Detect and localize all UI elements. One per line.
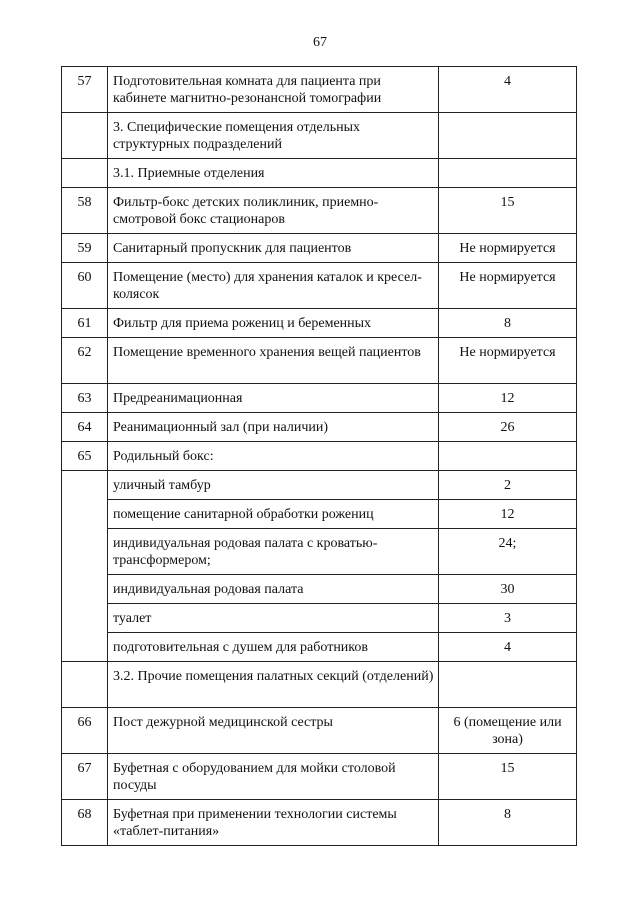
subsection-heading: 3.1. Приемные отделения — [108, 159, 439, 188]
table-row — [62, 500, 577, 529]
row-number — [62, 529, 108, 575]
area-value: 4 — [439, 633, 577, 662]
area-value: 8 — [439, 309, 577, 338]
area-value: 4 — [439, 67, 577, 113]
row-number: 61 — [62, 309, 108, 338]
table-row — [62, 263, 577, 309]
row-number — [62, 159, 108, 188]
room-name: Подготовительная комната для пациента при кабинете магнитно-резонансной томографии — [108, 67, 439, 113]
area-value: 8 — [439, 800, 577, 846]
area-value: 15 — [439, 188, 577, 234]
area-value — [439, 662, 577, 708]
row-number: 57 — [62, 67, 108, 113]
row-number — [62, 633, 108, 662]
row-number: 65 — [62, 442, 108, 471]
area-value: Не нормируется — [439, 263, 577, 309]
room-name: Помещение (место) для хранения каталок и кресел-колясок — [108, 263, 439, 309]
table-row — [62, 604, 577, 633]
subsection-heading: 3.2. Прочие помещения палатных секций (отделений) — [108, 662, 439, 708]
room-name: Родильный бокс: — [108, 442, 439, 471]
table-row — [62, 754, 577, 800]
area-value: Не нормируется — [439, 338, 577, 384]
room-name: Буфетная с оборудованием для мойки столовой посуды — [108, 754, 439, 800]
row-number — [62, 500, 108, 529]
row-number — [62, 471, 108, 500]
table-row — [62, 113, 577, 159]
room-name: Фильтр-бокс детских поликлиник, приемно-смотровой бокс стационаров — [108, 188, 439, 234]
area-value — [439, 442, 577, 471]
table-row — [62, 442, 577, 471]
row-number — [62, 604, 108, 633]
row-number — [62, 113, 108, 159]
room-name: Реанимационный зал (при наличии) — [108, 413, 439, 442]
table-row — [62, 309, 577, 338]
row-number: 64 — [62, 413, 108, 442]
table-row — [62, 662, 577, 708]
area-value: 3 — [439, 604, 577, 633]
area-value: 24; — [439, 529, 577, 575]
row-number: 66 — [62, 708, 108, 754]
table-row — [62, 633, 577, 662]
rooms-table — [61, 66, 577, 846]
area-value: 15 — [439, 754, 577, 800]
table-row — [62, 384, 577, 413]
row-number — [62, 662, 108, 708]
page-number: 67 — [313, 35, 327, 50]
area-value: 12 — [439, 500, 577, 529]
row-number: 67 — [62, 754, 108, 800]
table-row — [62, 575, 577, 604]
row-number: 59 — [62, 234, 108, 263]
room-name: Помещение временного хранения вещей пациентов — [108, 338, 439, 384]
room-name: индивидуальная родовая палата — [108, 575, 439, 604]
room-name: Фильтр для приема рожениц и беременных — [108, 309, 439, 338]
table-row — [62, 159, 577, 188]
room-name: индивидуальная родовая палата с кроватью-трансформером; — [108, 529, 439, 575]
area-value: 26 — [439, 413, 577, 442]
area-value: Не нормируется — [439, 234, 577, 263]
table-row — [62, 708, 577, 754]
table-row — [62, 188, 577, 234]
room-name: помещение санитарной обработки рожениц — [108, 500, 439, 529]
room-name: уличный тамбур — [108, 471, 439, 500]
row-number: 62 — [62, 338, 108, 384]
area-value: 6 (помещение или зона) — [439, 708, 577, 754]
room-name: Предреанимационная — [108, 384, 439, 413]
table-row — [62, 529, 577, 575]
table-row — [62, 413, 577, 442]
area-value — [439, 113, 577, 159]
row-number: 58 — [62, 188, 108, 234]
row-number: 68 — [62, 800, 108, 846]
table-row — [62, 800, 577, 846]
row-number: 60 — [62, 263, 108, 309]
area-value: 2 — [439, 471, 577, 500]
area-value: 30 — [439, 575, 577, 604]
room-name: туалет — [108, 604, 439, 633]
table-row — [62, 67, 577, 113]
area-value — [439, 159, 577, 188]
room-name: Буфетная при применении технологии системы «таблет-питания» — [108, 800, 439, 846]
table-row — [62, 471, 577, 500]
row-number — [62, 575, 108, 604]
area-value: 12 — [439, 384, 577, 413]
room-name: Пост дежурной медицинской сестры — [108, 708, 439, 754]
table-row — [62, 338, 577, 384]
room-name: Санитарный пропускник для пациентов — [108, 234, 439, 263]
table-row — [62, 234, 577, 263]
room-name: подготовительная с душем для работников — [108, 633, 439, 662]
section-heading: 3. Специфические помещения отдельных структурных подразделений — [108, 113, 439, 159]
row-number: 63 — [62, 384, 108, 413]
